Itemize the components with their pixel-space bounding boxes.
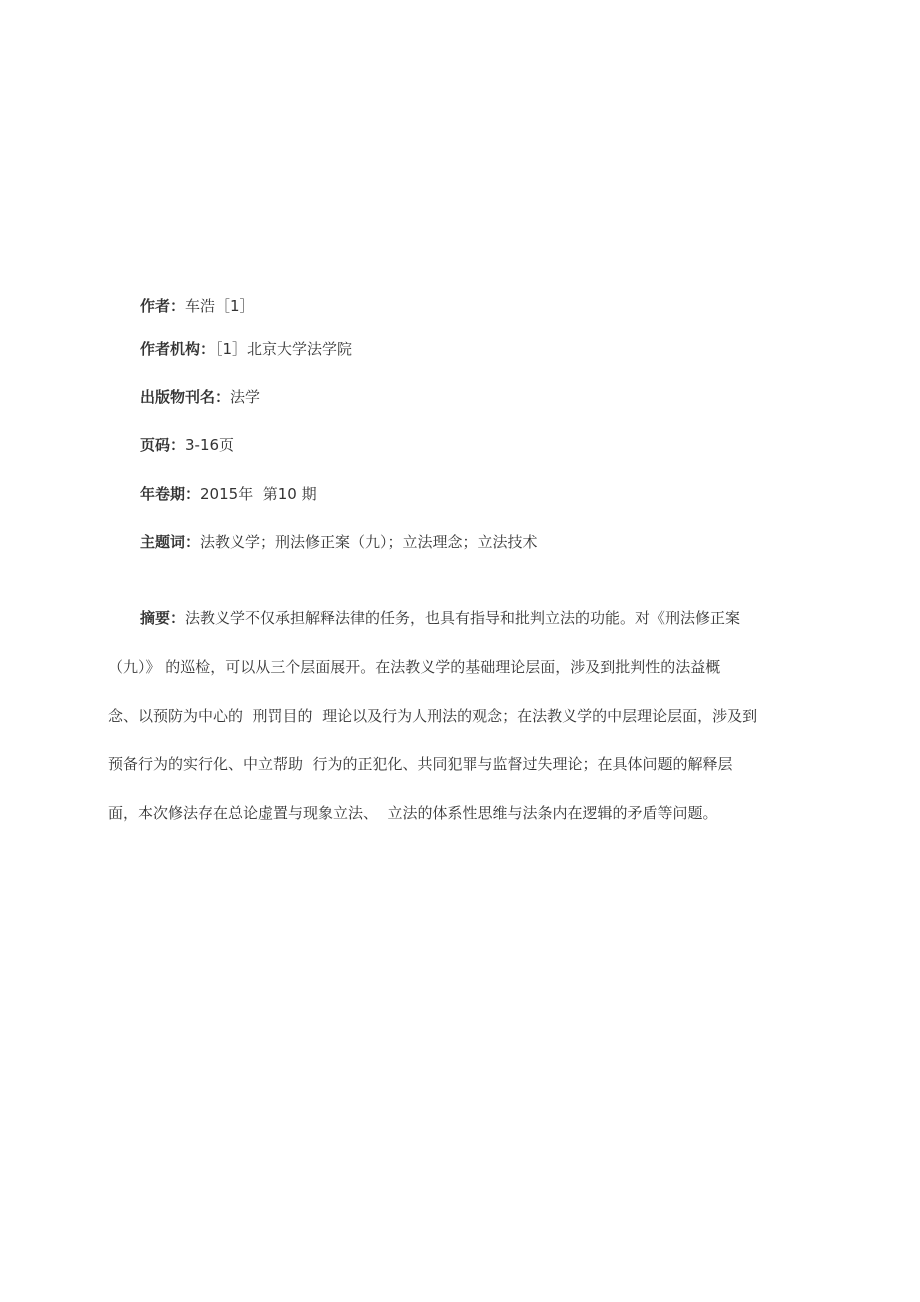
issue-label: 年卷期： — [140, 484, 201, 503]
journal-row — [140, 385, 840, 409]
journal-label: 出版物刊名： — [140, 388, 231, 407]
issue-value: 2015年 第10 期 — [200, 484, 317, 503]
journal-value: 法学 — [230, 388, 261, 407]
institution-value: ［1］北京大学法学院 — [215, 340, 353, 358]
issue-row — [140, 482, 840, 506]
abstract-text: （九）》 的巡检，可以从三个层面展开。在法教义学的基础理论层面，涉及到批判性的法益概 — [108, 657, 721, 676]
article-metadata — [140, 294, 840, 578]
pages-value: 3-16页 — [185, 436, 235, 455]
institution-row — [140, 337, 840, 361]
keywords-label: 主题词： — [140, 532, 201, 551]
abstract-section — [108, 606, 808, 850]
author-value: 车浩［1］ — [185, 297, 255, 315]
abstract-line — [108, 655, 808, 679]
abstract-text: 法教义学不仅承担解释法律的任务，也具有指导和批判立法的功能。对《刑法修正案 — [185, 609, 741, 627]
author-row — [140, 294, 840, 318]
author-label: 作者： — [140, 297, 186, 315]
keywords-value: 法教义学；刑法修正案（九）；立法理念；立法技术 — [200, 532, 538, 551]
abstract-line — [108, 704, 808, 728]
pages-row — [140, 433, 840, 457]
abstract-line — [108, 801, 808, 825]
abstract-label: 摘要： — [140, 609, 186, 627]
abstract-text: 念、以预防为中心的 刑罚目的 理论以及行为人刑法的观念；在法教义学的中层理论层面，涉及到 — [108, 706, 758, 725]
abstract-text: 面，本次修法存在总论虚置与现象立法、 立法的体系性思维与法条内在逻辑的矛盾等问题。 — [108, 804, 718, 823]
keywords-row — [140, 530, 840, 554]
abstract-line — [108, 606, 808, 630]
institution-label: 作者机构： — [140, 340, 216, 358]
pages-label: 页码： — [140, 436, 186, 455]
abstract-text: 预备行为的实行化、中立帮助 行为的正犯化、共同犯罪与监督过失理论；在具体问题的解释层 — [108, 755, 733, 774]
abstract-line — [108, 752, 808, 776]
